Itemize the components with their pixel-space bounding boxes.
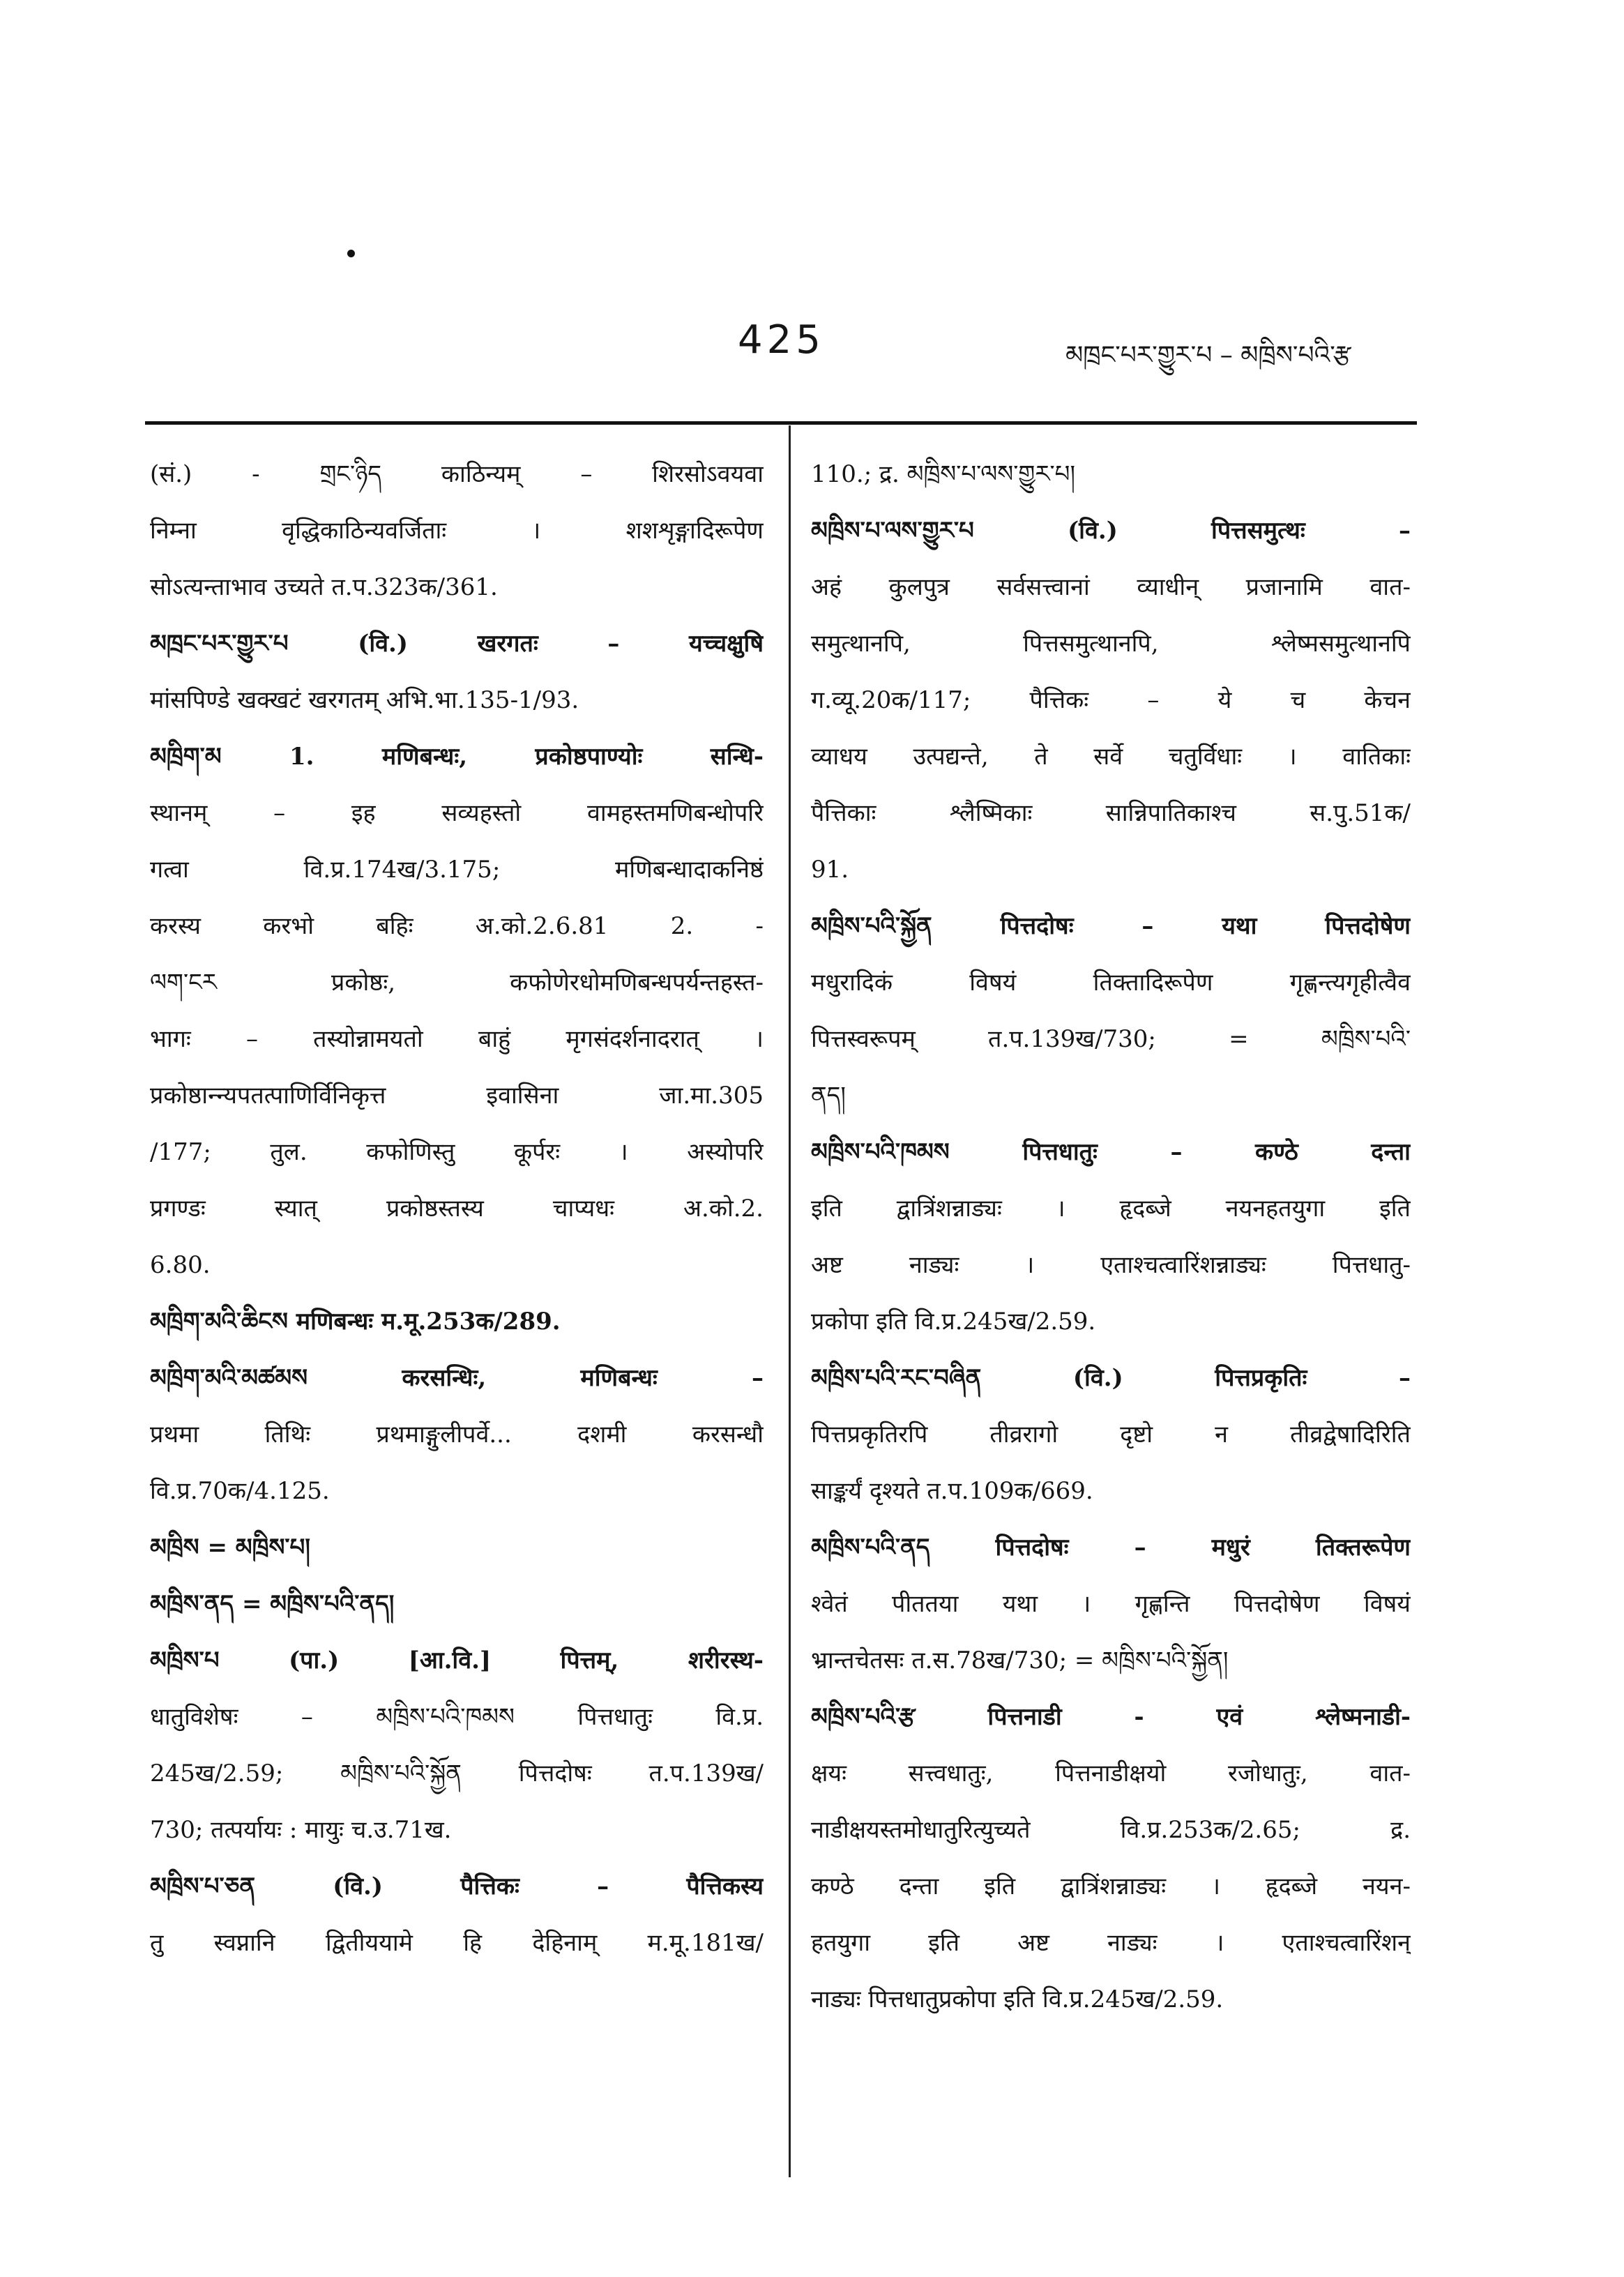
entry-headline: མཁྲིས་པའི་ནད पित्तदोषः – मधुरं तिक्तरूपेण [811, 1534, 1411, 1561]
entry-line: गत्वा वि.प्र.174ख/3.175; मणिबन्धादाकनिष्ठं [150, 856, 764, 884]
entry-headline: མཁྲིག་མའི་ཆིངས मणिबन्धः म.मू.253क/289. [150, 1308, 561, 1336]
entry-line: वि.प्र.70क/4.125. [150, 1477, 330, 1505]
entry-line: प्रकोपा इति वि.प्र.245ख/2.59. [811, 1308, 1096, 1336]
entry-headline: མཁྲང་པར་གྱུར་པ (वि.) खरगतः – यच्चक्षुषि [150, 630, 764, 658]
entry-line: अष्ट नाड्यः । एताश्चत्वारिंशन्नाड्यः पित्तधातु- [811, 1251, 1411, 1279]
entry-headline: མཁྲིས = མཁྲིས་པ། [150, 1534, 310, 1561]
entry-headline: མཁྲིས་པའི་རྩ पित्तनाडी - एवं श्लेष्मनाडी- [811, 1703, 1411, 1731]
entry-line: श्वेतं पीततया यथा । गृह्णन्ति पित्तदोषेण विषयं [811, 1590, 1411, 1618]
entry-line: प्रथमा तिथिः प्रथमाङ्गुलीपर्वे... दशमी करसन्धौ [150, 1421, 764, 1448]
entry-headline: མཁྲིས་པའི་ཁམས पित्तधातुः – कण्ठे दन्ता [811, 1138, 1411, 1166]
entry-line: करस्य करभो बहिः अ.को.2.6.81 2. - [150, 912, 764, 940]
entry-line: हतयुगा इति अष्ट नाड्यः । एताश्चत्वारिंशन् [811, 1929, 1411, 1957]
entry-line: 6.80. [150, 1251, 211, 1279]
entry-line: नाडीक्षयस्तमोधातुरित्युच्यते वि.प्र.253क/2.65; द्र. [811, 1816, 1411, 1844]
entry-line: 91. [811, 856, 849, 884]
entry-line: 245ख/2.59; མཁྲིས་པའི་སྐྱོན पित्तदोषः त.प.139ख/ [150, 1760, 764, 1787]
entry-headline: མཁྲིས་པའི་རང་བཞིན (वि.) पित्तप्रकृतिः – [811, 1364, 1411, 1392]
entry-line: भागः – तस्योन्नामयतो बाहुं मृगसंदर्शनादरात् । [150, 1025, 764, 1053]
entry-line: निम्ना वृद्धिकाठिन्यवर्जिताः । शशशृङ्गादिरूपेण [150, 517, 764, 545]
column-divider [789, 425, 791, 2177]
entry-line: तु स्वप्नानि द्वितीययामे हि देहिनाम् म.मू.181ख/ [150, 1929, 764, 1957]
entry-line: पैत्तिकाः श्लैष्मिकाः सान्निपातिकाश्च स.पु.51क/ [811, 799, 1411, 827]
header-rule [145, 421, 1417, 425]
entry-line: प्रगण्डः स्यात् प्रकोष्ठस्तस्य चाप्यधः अ.को.2. [150, 1195, 764, 1223]
entry-line: पित्तस्वरूपम् त.प.139ख/730; = མཁྲིས་པའི་ [811, 1025, 1411, 1053]
entry-headline: མཁྲིས་པ (पा.) [आ.वि.] पित्तम्, शरीरस्थ- [150, 1647, 764, 1674]
entry-line: समुत्थानपि, पित्तसमुत्थानपि, श्लेष्मसमुत्थानपि [811, 630, 1411, 658]
entry-line: 110.; द्र. མཁྲིས་པ་ལས་གྱུར་པ། [811, 460, 1076, 488]
entry-headline: མཁྲིས་པ་ལས་གྱུར་པ (वि.) पित्तसमुत्थः – [811, 517, 1411, 545]
entry-headline: མཁྲིག་མའི་མཚམས करसन्धिः, मणिबन्धः – [150, 1364, 764, 1392]
entry-line: ལག་ངར प्रकोष्ठः, कफोणेरधोमणिबन्धपर्यन्तहस्त- [150, 969, 764, 997]
entry-line: 730; तत्पर्यायः : मायुः च.उ.71ख. [150, 1816, 452, 1844]
left-column [150, 446, 764, 1972]
entry-line: /177; तुल. कफोणिस्तु कूर्परः । अस्योपरि [150, 1138, 764, 1166]
entry-headline: མཁྲིས་ནད = མཁྲིས་པའི་ནད། [150, 1590, 395, 1618]
entry-line: नाड्यः पित्तधातुप्रकोपा इति वि.प्र.245ख/2.59. [811, 1985, 1224, 2013]
entry-line: स्थानम् – इह सव्यहस्तो वामहस्तमणिबन्धोपरि [150, 799, 764, 827]
entry-line: व्याधय उत्पद्यन्ते, ते सर्वे चतुर्विधाः । वातिकाः [811, 743, 1411, 771]
entry-line: मांसपिण्डे खक्खटं खरगतम् अभि.भा.135-1/93. [150, 686, 579, 714]
entry-line: ནད། [811, 1082, 846, 1110]
entry-line: साङ्कर्यं दृश्यते त.प.109क/669. [811, 1477, 1093, 1505]
entry-line: मधुरादिकं विषयं तिक्तादिरूपेण गृह्णन्त्यगृहीत्वैव [811, 969, 1411, 997]
entry-line: पित्तप्रकृतिरपि तीव्ररागो दृष्टो न तीव्रद्वेषादिरिति [811, 1421, 1411, 1448]
entry-headline: མཁྲིག་མ 1. मणिबन्धः, प्रकोष्ठपाण्योः सन्धि- [150, 743, 764, 771]
entry-line: ग.व्यू.20क/117; पैत्तिकः – ये च केचन [811, 686, 1411, 714]
stray-dot [347, 250, 355, 257]
entry-line: सोऽत्यन्ताभाव उच्यते त.प.323क/361. [150, 573, 498, 601]
entry-headline: མཁྲིས་པའི་སྐྱོན पित्तदोषः – यथा पित्तदोषेण [811, 912, 1411, 940]
entry-line: क्षयः सत्त्वधातुः, पित्तनाडीक्षयो रजोधातुः, वात- [811, 1760, 1411, 1787]
right-column [811, 446, 1411, 2028]
entry-headline: མཁྲིས་པ་ཅན (वि.) पैत्तिकः – पैत्तिकस्य [150, 1873, 764, 1900]
page-number: 425 [738, 317, 825, 363]
entry-line: कण्ठे दन्ता इति द्वात्रिंशन्नाड्यः । हृदब्जे नयन- [811, 1873, 1411, 1900]
running-head: མཁྲང་པར་གྱུར་པ – མཁྲིས་པའི་རྩ [1065, 341, 1351, 370]
entry-line: इति द्वात्रिंशन्नाड्यः । हृदब्जे नयनहतयुगा इति [811, 1195, 1411, 1223]
entry-line: प्रकोष्ठान्न्यपतत्पाणिर्विनिकृत्त इवासिना जा.मा.305 [150, 1082, 764, 1110]
entry-line: धातुविशेषः – མཁྲིས་པའི་ཁམས पित्तधातुः वि.प्र. [150, 1703, 764, 1731]
entry-line: अहं कुलपुत्र सर्वसत्त्वानां व्याधीन् प्रजानामि वात- [811, 573, 1411, 601]
entry-line: (सं.) - གྲང་ཉིད काठिन्यम् – शिरसोऽवयवा [150, 460, 764, 488]
entry-line: भ्रान्तचेतसः त.स.78ख/730; = མཁྲིས་པའི་སྐྱོན། [811, 1647, 1229, 1674]
